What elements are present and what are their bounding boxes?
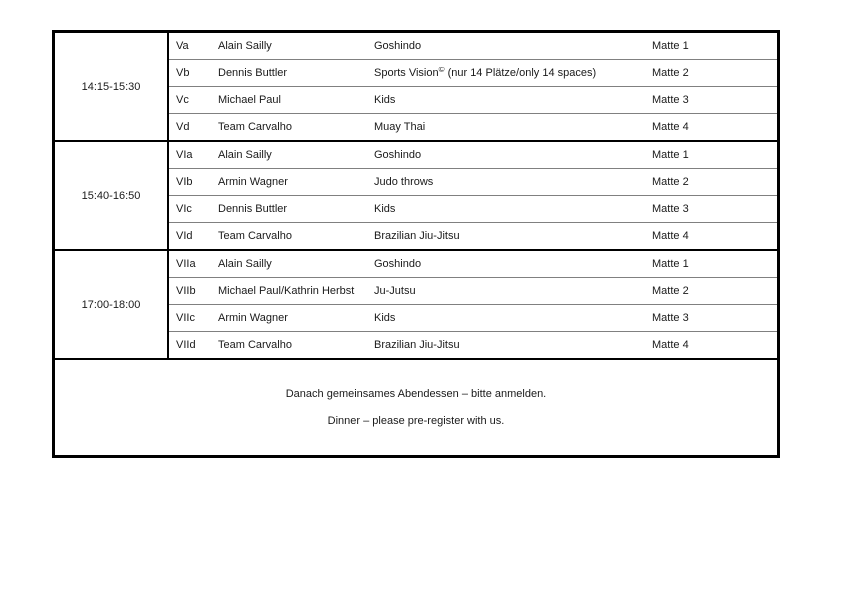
discipline-note: (nur 14 Plätze/only 14 spaces) xyxy=(444,67,597,79)
mat-assignment: Matte 2 xyxy=(652,67,689,79)
discipline xyxy=(367,285,645,297)
discipline xyxy=(367,258,645,270)
discipline xyxy=(367,121,645,133)
instructor-name: Alain Sailly xyxy=(218,258,272,270)
mat-assignment: Matte 4 xyxy=(652,121,689,133)
session-id: VIIc xyxy=(176,312,195,324)
discipline-main: Brazilian Jiu-Jitsu xyxy=(374,230,460,242)
mat-assignment: Matte 3 xyxy=(652,94,689,106)
block-rows xyxy=(169,251,777,358)
discipline xyxy=(367,339,645,351)
discipline xyxy=(367,203,645,215)
session-id: VIb xyxy=(176,176,193,188)
instructor-name: Armin Wagner xyxy=(218,312,288,324)
footer-note xyxy=(55,360,777,455)
footer-line-german: Danach gemeinsames Abendessen – bitte anmelden. xyxy=(285,388,547,400)
mat-assignment: Matte 2 xyxy=(652,285,689,297)
session-id: Va xyxy=(176,40,189,52)
session-id: Vb xyxy=(176,67,190,79)
table-row xyxy=(169,169,777,196)
discipline xyxy=(367,312,645,324)
session-id: VIa xyxy=(176,149,193,161)
discipline-main: Kids xyxy=(374,312,396,324)
table-row xyxy=(169,87,777,114)
table-row xyxy=(169,196,777,223)
table-row xyxy=(169,223,777,249)
instructor-name: Team Carvalho xyxy=(218,339,292,351)
mat-assignment: Matte 4 xyxy=(652,339,689,351)
discipline-main: Goshindo xyxy=(374,149,422,161)
session-id: VId xyxy=(176,230,193,242)
discipline-main: Brazilian Jiu-Jitsu xyxy=(374,339,460,351)
footer-line-english: Dinner – please pre-register with us. xyxy=(327,415,505,427)
mat-assignment: Matte 1 xyxy=(652,149,689,161)
table-row xyxy=(169,251,777,278)
discipline-main: Muay Thai xyxy=(374,121,426,133)
block-rows xyxy=(169,142,777,249)
mat-assignment: Matte 4 xyxy=(652,230,689,242)
discipline-main: Goshindo xyxy=(374,40,422,52)
schedule-table xyxy=(52,30,780,458)
discipline-main: Kids xyxy=(374,94,396,106)
instructor-name: Michael Paul/Kathrin Herbst xyxy=(218,285,355,297)
instructor-name: Alain Sailly xyxy=(218,149,272,161)
table-row xyxy=(169,278,777,305)
time-slot: 17:00-18:00 xyxy=(55,251,169,358)
mat-assignment: Matte 3 xyxy=(652,203,689,215)
time-block-3 xyxy=(55,251,777,360)
table-row xyxy=(169,114,777,140)
block-rows xyxy=(169,33,777,140)
mat-assignment: Matte 1 xyxy=(652,258,689,270)
discipline xyxy=(367,40,645,52)
session-id: VIc xyxy=(176,203,192,215)
time-slot: 14:15-15:30 xyxy=(55,33,169,140)
mat-assignment: Matte 1 xyxy=(652,40,689,52)
session-id: VIIa xyxy=(176,258,196,270)
instructor-name: Dennis Buttler xyxy=(218,203,288,215)
discipline-main: Sports Vision xyxy=(374,67,439,79)
discipline-main: Goshindo xyxy=(374,258,422,270)
instructor-name: Armin Wagner xyxy=(218,176,288,188)
instructor-name: Team Carvalho xyxy=(218,230,292,242)
discipline-main: Ju-Jutsu xyxy=(374,285,416,297)
discipline xyxy=(367,67,645,79)
table-row xyxy=(169,60,777,87)
table-row xyxy=(169,332,777,358)
discipline-superscript: © xyxy=(438,67,445,74)
time-slot: 15:40-16:50 xyxy=(55,142,169,249)
session-id: VIId xyxy=(176,339,196,351)
discipline-main: Judo throws xyxy=(374,176,434,188)
session-id: Vc xyxy=(176,94,189,106)
discipline xyxy=(367,176,645,188)
discipline-main: Kids xyxy=(374,203,396,215)
instructor-name: Michael Paul xyxy=(218,94,281,106)
table-row xyxy=(169,142,777,169)
discipline xyxy=(367,149,645,161)
table-row xyxy=(169,305,777,332)
discipline xyxy=(367,230,645,242)
discipline xyxy=(367,94,645,106)
instructor-name: Dennis Buttler xyxy=(218,67,288,79)
session-id: Vd xyxy=(176,121,190,133)
table-row xyxy=(169,33,777,60)
time-block-1 xyxy=(55,33,777,142)
instructor-name: Team Carvalho xyxy=(218,121,292,133)
mat-assignment: Matte 3 xyxy=(652,312,689,324)
session-id: VIIb xyxy=(176,285,196,297)
time-block-2 xyxy=(55,142,777,251)
instructor-name: Alain Sailly xyxy=(218,40,272,52)
mat-assignment: Matte 2 xyxy=(652,176,689,188)
